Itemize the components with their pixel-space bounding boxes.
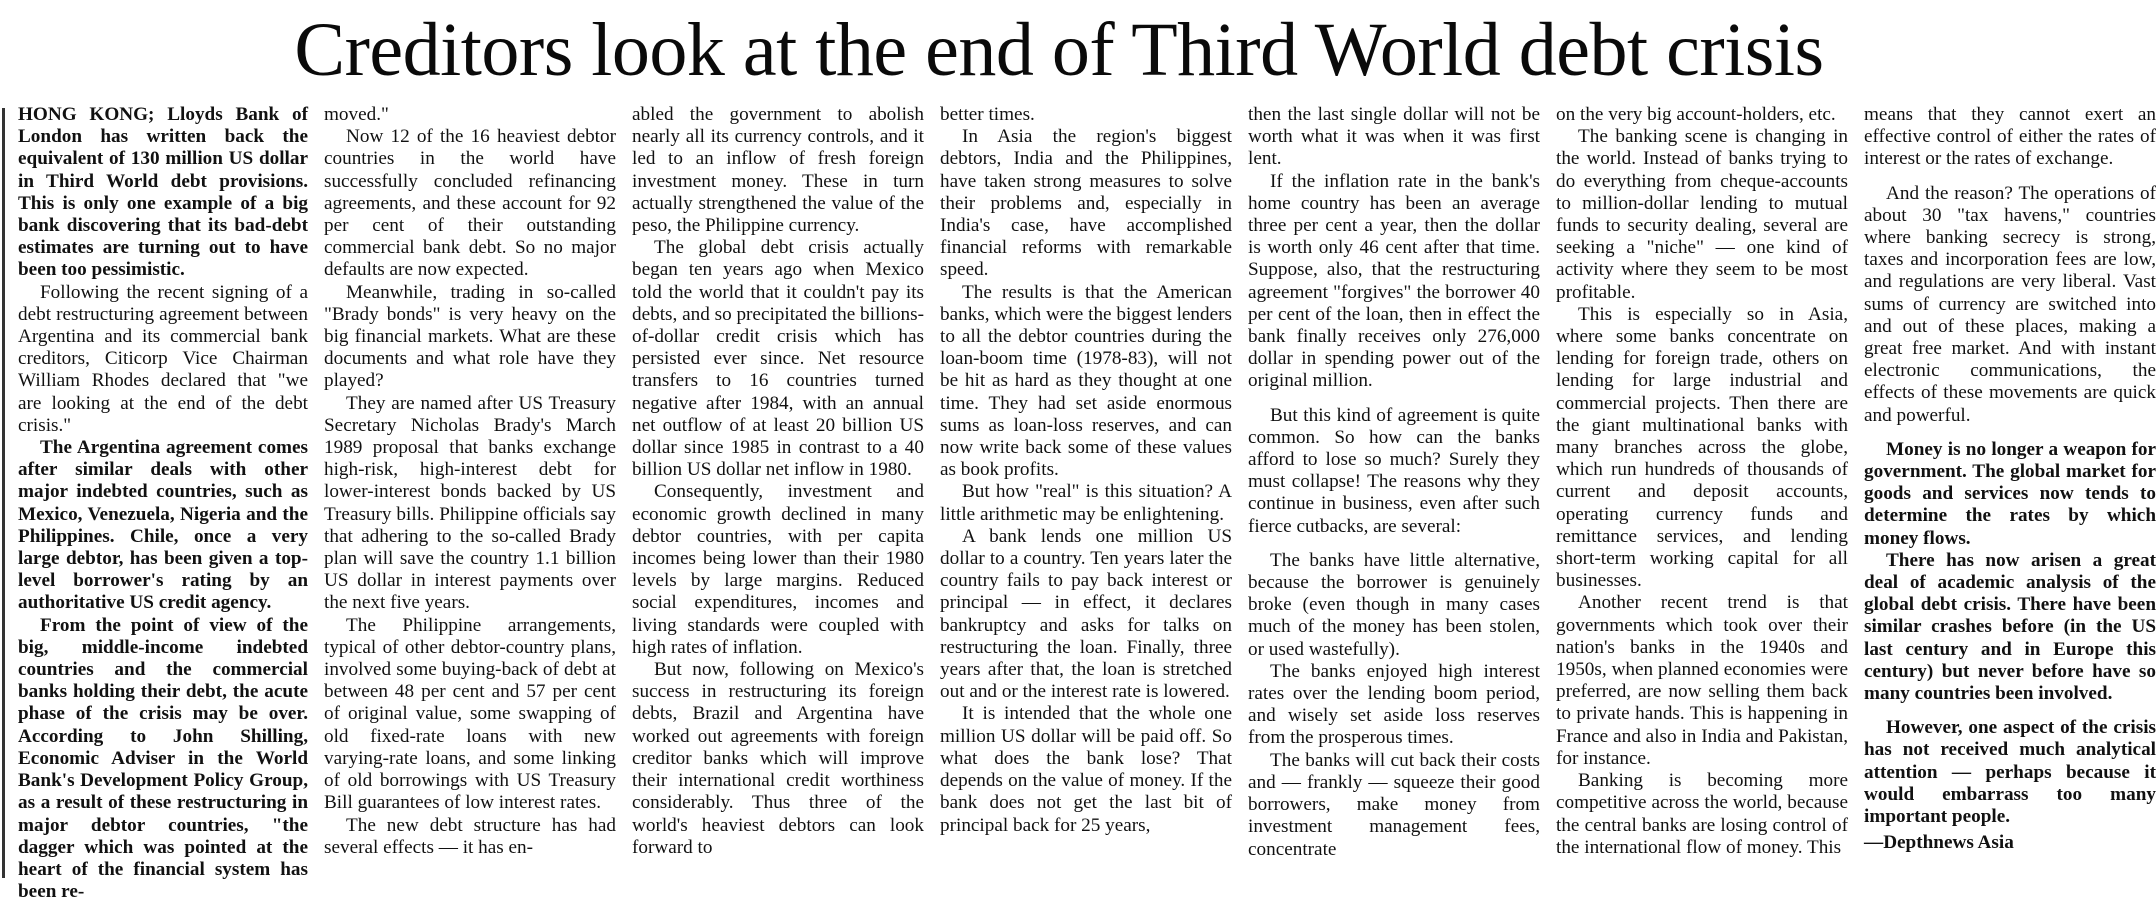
paragraph: HONG KONG; Lloyds Bank of London has written back the equivalent of 130 million US dollar in Third World debt provisions. This is only one example of a big bank discovering that its bad-debt estimates are turning out to have been too pessimistic. <box>18 104 308 281</box>
column-4 <box>940 104 1232 903</box>
paragraph: abled the government to abolish nearly all its currency controls, and it led to an inflow of fresh foreign investment money. These in turn actually strengthened the value of the peso, the Philippine currency. <box>632 104 924 237</box>
paragraph: Following the recent signing of a debt restructuring agreement between Argentina and its commercial bank creditors, Citicorp Vice Chairman William Rhodes declared that "we are looking at the end of the debt crisis." <box>18 281 308 436</box>
paragraph: But this kind of agreement is quite common. So how can the banks afford to lose so much? Surely they must collapse! The reasons why they continue in business, even after such fierce cutbacks, are several: <box>1248 404 1540 537</box>
paragraph: The results is that the American banks, which were the biggest lenders to all the debtor countries during the loan-boom time (1978-83), will not be hit as hard as they thought at one time. They had set aside enormous sums as loan-loss reserves, and can now write back some of these values as book profits. <box>940 281 1232 481</box>
paragraph: Banking is becoming more competitive across the world, because the central banks are losing control of the international flow of money. This <box>1556 770 1848 858</box>
paragraph: But how "real" is this situation? A little arithmetic may be enlightening. <box>940 481 1232 525</box>
paragraph: then the last single dollar will not be worth what it was when it was first lent. <box>1248 104 1540 170</box>
paragraph: Meanwhile, trading in so-called "Brady bonds" is very heavy on the big financial markets. What are these documents and what role have they played? <box>324 281 616 392</box>
paragraph: The new debt structure has had several effects — it has en- <box>324 814 616 858</box>
paragraph: Consequently, investment and economic growth declined in many debtor countries, with per capita incomes being lower than their 1980 levels by large margins. Reduced social expenditures, incomes and living standards were coupled with high rates of inflation. <box>632 481 924 658</box>
column-7 <box>1864 104 2156 903</box>
paragraph: This is especially so in Asia, where some banks concentrate on lending for foreign trade, others on lending for large industrial and commercial projects. Then there are the giant multinational banks with many branches across the globe, which run hundreds of thousands of current and deposit accounts, operating currency funds and remittance services, and lending short-term working capital for all businesses. <box>1556 303 1848 592</box>
column-rule <box>2 108 5 878</box>
paragraph: The banking scene is changing in the world. Instead of banks trying to do everything from cheque-accounts to million-dollar lending to mutual funds to security dealing, several are seeking a "niche" — one kind of activity where they seem to be most profitable. <box>1556 126 1848 303</box>
paragraph: The Philippine arrangements, typical of other debtor-country plans, involved some buying-back of debt at between 48 per cent and 57 per cent of original value, some swapping of old fixed-rate loans with new varying-rate loans, and some linking of old borrowings with US Treasury Bill guarantees of low interest rates. <box>324 614 616 814</box>
column-3 <box>632 104 924 903</box>
paragraph: The banks have little alternative, because the borrower is genuinely broke (even though in many cases much of the money has been stolen, or used wastefully). <box>1248 549 1540 660</box>
paragraph: However, one aspect of the crisis has not received much analytical attention — perhaps because it would embarrass too many important people. <box>1864 717 2156 828</box>
paragraph: moved." <box>324 104 389 125</box>
paragraph: They are named after US Treasury Secretary Nicholas Brady's March 1989 proposal that banks exchange high-risk, high-interest debt for lower-interest bonds backed by US Treasury bills. Philippine officials say that adhering to the so-called Brady plan will save the country 1.1 billion US dollar in interest payments over the next five years. <box>324 392 616 614</box>
column-5 <box>1248 104 1540 903</box>
paragraph: From the point of view of the big, middle-income indebted countries and the commercial banks holding their debt, the acute phase of the crisis may be over. According to John Shilling, Economic Adviser in the World Bank's Development Policy Group, as a result of these restructuring in major debtor countries, "the dagger which was pointed at the heart of the financial system has been re- <box>18 614 308 903</box>
paragraph: The banks will cut back their costs and — frankly — squeeze their good borrowers, make money from investment management fees, concentrate <box>1248 749 1540 860</box>
paragraph: The global debt crisis actually began ten years ago when Mexico told the world that it couldn't pay its debts, and so precipitated the billions-of-dollar credit crisis which has persisted ever since. Net resource transfers to 16 countries turned negative after 1984, with an annual net outflow of at least 20 billion US dollar since 1985 in contrast to a 40 billion US dollar net inflow in 1980. <box>632 237 925 481</box>
column-6 <box>1556 104 1848 903</box>
paragraph: But now, following on Mexico's success in restructuring its foreign debts, Brazil and Argentina have worked out agreements with foreign creditor banks which will improve their international credit worthiness considerably. Thus three of the world's heaviest debtors can look forward to <box>632 659 924 858</box>
column-1 <box>18 104 308 903</box>
headline: Creditors look at the end of Third World debt crisis <box>294 8 1824 92</box>
paragraph: The banks enjoyed high interest rates over the lending boom period, and wisely set aside loss reserves from the prosperous times. <box>1248 660 1540 749</box>
paragraph: There has now arisen a great deal of academic analysis of the global debt crisis. There have been similar crashes before (in the US last century and in Europe this century) but never before have so many countries been involved. <box>1864 549 2156 705</box>
paragraph: Another recent trend is that governments which took over their nation's banks in the 1940s and 1950s, when planned economies were preferred, are now selling them back to private hands. This is happening in France and also in India and Pakistan, for instance. <box>1556 592 1848 769</box>
paragraph: And the reason? The operations of about 30 "tax havens," countries where banking secrecy is strong, taxes and incorporation fees are low, and regulations are very liberal. Vast sums of currency are switched into and out of these places, making a great free market. And with instant electronic communications, the effects of these movements are quick and powerful. <box>1864 182 2156 426</box>
paragraph: In Asia the region's biggest debtors, India and the Philippines, have taken strong measures to solve their problems and, especially in India's case, have accomplished financial reforms with remarkable speed. <box>940 126 1232 281</box>
paragraph: on the very big account-holders, etc. <box>1556 104 1836 125</box>
article-body <box>18 104 2156 903</box>
column-2 <box>324 104 616 903</box>
paragraph: means that they cannot exert an effective control of either the rates of interest or the rates of exchange. <box>1864 104 2156 170</box>
paragraph: better times. <box>940 104 1035 125</box>
paragraph: Money is no longer a weapon for government. The global market for goods and services now tends to determine the rates by which money flows. <box>1864 438 2156 549</box>
paragraph: If the inflation rate in the bank's home country has been an average three per cent a year, then the dollar is worth only 46 cent after that time. Suppose, also, that the restructuring agreement "forgives" the borrower 40 per cent of the loan, then in effect the bank finally receives only 276,000 dollar in spending power out of the original million. <box>1248 170 1540 392</box>
paragraph: It is intended that the whole one million US dollar will be paid off. So what does the bank lose? That depends on the value of money. If the bank does not get the last bit of principal back for 25 years, <box>940 703 1232 836</box>
byline-credit: —Depthnews Asia <box>1864 832 2014 854</box>
paragraph: Now 12 of the 16 heaviest debtor countries in the world have successfully concluded refinancing agreements, and these account for 92 per cent of their outstanding commercial bank debt. So no major defaults are now expected. <box>324 126 616 281</box>
paragraph: The Argentina agreement comes after similar deals with other major indebted countries, such as Mexico, Venezuela, Nigeria and the Philippines. Chile, once a very large debtor, has been given a top-level borrower's rating by an authoritative US credit agency. <box>18 437 308 614</box>
paragraph: A bank lends one million US dollar to a country. Ten years later the country fails to pay back interest or principal — in effect, it declares bankruptcy and asks for talks on restructuring the loan. Finally, three years after that, the loan is stretched out and or the interest rate is lowered. <box>940 525 1232 703</box>
